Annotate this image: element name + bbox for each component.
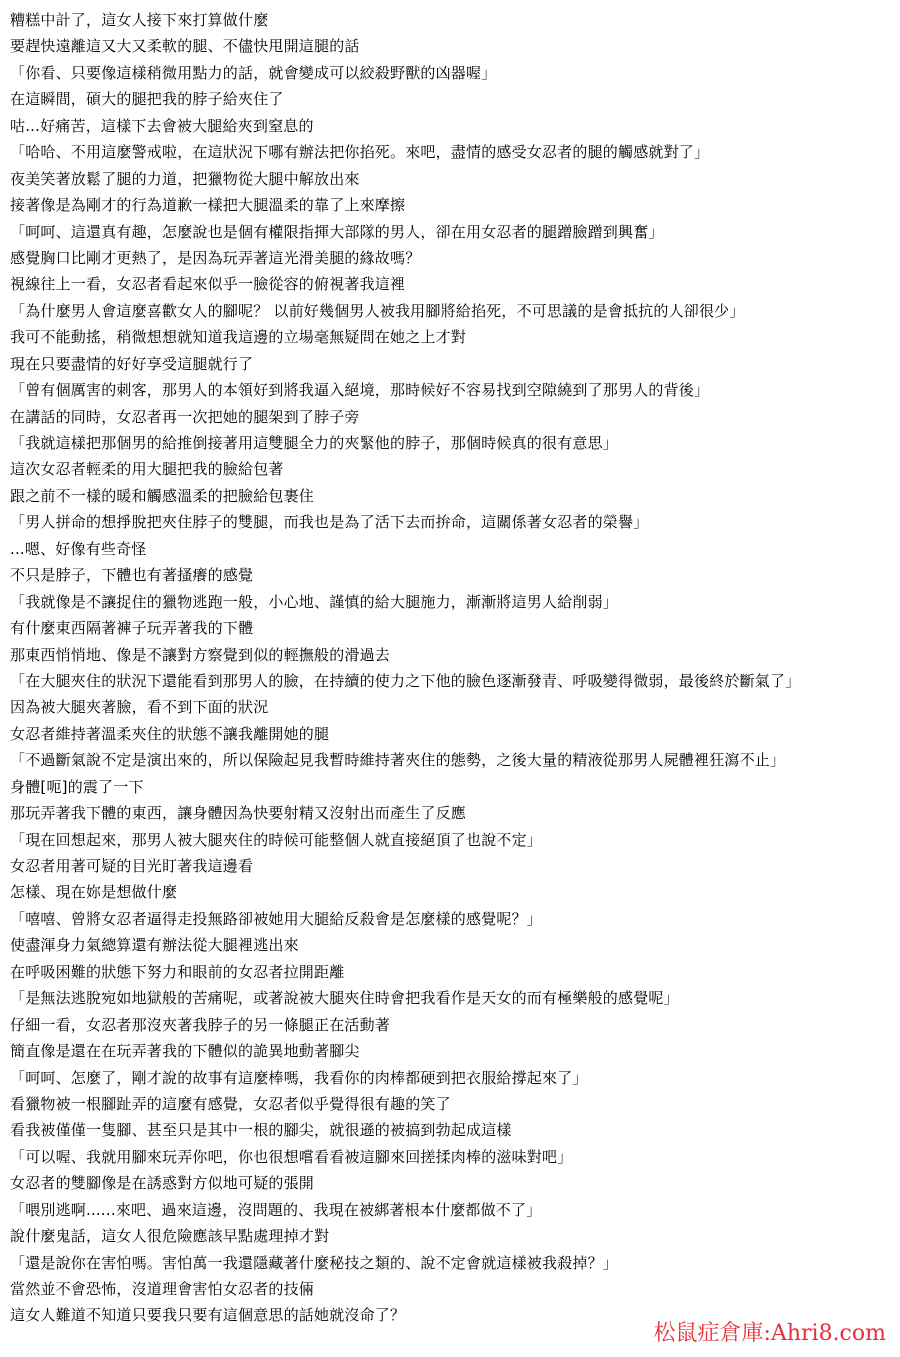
text-line: 「我就這樣把那個男的給推倒接著用這雙腿全力的夾緊他的脖子，那個時候真的很有意思」 bbox=[10, 434, 619, 452]
watermark: 松鼠症倉庫:Ahri8.com bbox=[653, 1321, 886, 1346]
text-line: 咕...好痛苦，這樣下去會被大腿給夾到窒息的 bbox=[10, 116, 314, 135]
text-line: 「呵呵、怎麼了，剛才說的故事有這麼棒嗎，我看你的肉棒都硬到把衣服給撐起來了」 bbox=[10, 1068, 588, 1087]
text-line: 現在只要盡情的好好享受這腿就行了 bbox=[10, 354, 254, 373]
text-line: 身體[呃]的震了一下 bbox=[10, 777, 144, 796]
text-line: 感覺胸口比剛才更熱了，是因為玩弄著這光滑美腿的緣故嗎？ bbox=[10, 248, 421, 267]
text-line: 「嘻嘻、曾將女忍者逼得走投無路卻被她用大腿給反殺會是怎麼樣的感覺呢？」 bbox=[10, 909, 543, 928]
text-line: 在講話的同時，女忍者再一次把她的腿架到了脖子旁 bbox=[10, 407, 360, 426]
text-line: 「為什麼男人會這麼喜歡女人的腳呢？ 以前好幾個男人被我用腳將給掐死，不可思議的是會抵抗的人卻很少」 bbox=[10, 301, 745, 320]
text-line: 在這瞬間，碩大的腿把我的脖子給夾住了 bbox=[10, 90, 284, 109]
text-line: ...嗯、好像有些奇怪 bbox=[10, 539, 147, 558]
text-line: 在呼吸困難的狀態下努力和眼前的女忍者拉開距離 bbox=[10, 962, 345, 981]
text-line: 怎樣、現在妳是想做什麼 bbox=[10, 883, 178, 902]
text-line: 簡直像是還在在玩弄著我的下體似的詭異地動著腳尖 bbox=[10, 1042, 360, 1061]
text-line: 仔細一看，女忍者那沒夾著我脖子的另一條腿正在活動著 bbox=[10, 1015, 391, 1034]
text-line: 那玩弄著我下體的東西，讓身體因為快要射精又沒射出而產生了反應 bbox=[10, 804, 467, 823]
text-line: 使盡渾身力氣總算還有辦法從大腿裡逃出來 bbox=[10, 936, 299, 955]
text-line: 跟之前不一樣的暖和觸感溫柔的把臉給包裹住 bbox=[10, 486, 315, 505]
text-line: 「曾有個厲害的刺客，那男人的本領好到將我逼入絕境，那時候好不容易找到空隙繞到了那男人的背後」 bbox=[10, 381, 710, 400]
text-line: 不只是脖子，下體也有著搔癢的感覺 bbox=[10, 566, 254, 585]
text-line: 「可以喔、我就用腳來玩弄你吧，你也很想嚐看看被這腳來回搓揉肉棒的滋味對吧」 bbox=[10, 1147, 573, 1166]
text-line: 夜美笑著放鬆了腿的力道，把獵物從大腿中解放出來 bbox=[10, 169, 360, 188]
text-line: 「男人拼命的想掙脫把夾住脖子的雙腿，而我也是為了活下去而拚命，這關係著女忍者的榮譽」 bbox=[10, 513, 649, 532]
text-line: 「在大腿夾住的狀況下還能看到那男人的臉，在持續的使力之下他的臉色逐漸發青、呼吸變得微弱，最後終於斷氣了」 bbox=[10, 671, 801, 690]
text-line: 「我就像是不讓捉住的獵物逃跑一般，小心地、謹慎的給大腿施力，漸漸將這男人給削弱」 bbox=[10, 592, 619, 611]
text-line: 「現在回想起來，那男人被大腿夾住的時候可能整個人就直接絕頂了也說不定」 bbox=[10, 830, 543, 849]
text-line: 「還是說你在害怕嗎。害怕萬一我還隱藏著什麼秘技之類的、說不定會就這樣被我殺掉？」 bbox=[10, 1253, 619, 1272]
text-line: 當然並不會恐怖，沒道理會害怕女忍者的技倆 bbox=[10, 1280, 315, 1298]
text-line: 看獵物被一根腳趾弄的這麼有感覺，女忍者似乎覺得很有趣的笑了 bbox=[10, 1094, 451, 1113]
text-line: 接著像是為剛才的行為道歉一樣把大腿溫柔的靠了上來摩擦 bbox=[10, 196, 406, 215]
text-line: 這次女忍者輕柔的用大腿把我的臉給包著 bbox=[10, 460, 284, 479]
text-line: 「你看、只要像這樣稍微用點力的話，就會變成可以絞殺野獸的凶器喔」 bbox=[10, 63, 497, 82]
text-line: 「不過斷氣說不定是演出來的，所以保險起見我暫時維持著夾住的態勢，之後大量的精液從那男人屍體裡狂瀉不止」 bbox=[10, 751, 786, 770]
text-lines bbox=[10, 7, 890, 1329]
text-line: 我可不能動搖，稍微想想就知道我這邊的立場毫無疑問在她之上才對 bbox=[10, 328, 467, 347]
text-line: 「喂別逃啊......來吧、過來這邊，沒問題的、我現在被綁著根本什麼都做不了」 bbox=[10, 1200, 542, 1219]
text-line: 「哈哈、不用這麼警戒啦，在這狀況下哪有辦法把你掐死。來吧，盡情的感受女忍者的腿的觸感就對了」 bbox=[10, 143, 710, 162]
text-line: 女忍者維持著溫柔夾住的狀態不讓我離開她的腿 bbox=[10, 724, 330, 743]
text-line: 有什麼東西隔著褲子玩弄著我的下體 bbox=[10, 619, 254, 638]
text-line: 因為被大腿夾著臉，看不到下面的狀況 bbox=[10, 698, 269, 717]
text-line: 要趕快遠離這又大又柔軟的腿、不儘快甩開這腿的話 bbox=[10, 37, 360, 56]
text-line: 那東西悄悄地、像是不讓對方察覺到似的輕撫般的滑過去 bbox=[10, 645, 391, 664]
text-line: 女忍者用著可疑的目光盯著我這邊看 bbox=[10, 857, 254, 875]
text-line: 糟糕中計了，這女人接下來打算做什麼 bbox=[10, 11, 269, 29]
text-line: 視線往上一看，女忍者看起來似乎一臉從容的俯視著我這裡 bbox=[10, 275, 406, 294]
text-line: 女忍者的雙腳像是在誘惑對方似地可疑的張開 bbox=[10, 1174, 315, 1193]
text-line: 「呵呵、這還真有趣，怎麼說也是個有權限指揮大部隊的男人，卻在用女忍者的腿蹭臉蹭到興奮」 bbox=[10, 222, 664, 241]
text-line: 看我被僅僅一隻腳、甚至只是其中一根的腳尖，就很遜的被搞到勃起成這樣 bbox=[10, 1121, 512, 1140]
text-line: 「是無法逃脫宛如地獄般的苦痛呢，或著說被大腿夾住時會把我看作是天女的而有極樂般的感覺呢」 bbox=[10, 989, 679, 1008]
text-line: 說什麼鬼話，這女人很危險應該早點處理掉才對 bbox=[10, 1227, 330, 1246]
text-line: 這女人難道不知道只要我只要有這個意思的話她就沒命了？ bbox=[10, 1306, 406, 1325]
